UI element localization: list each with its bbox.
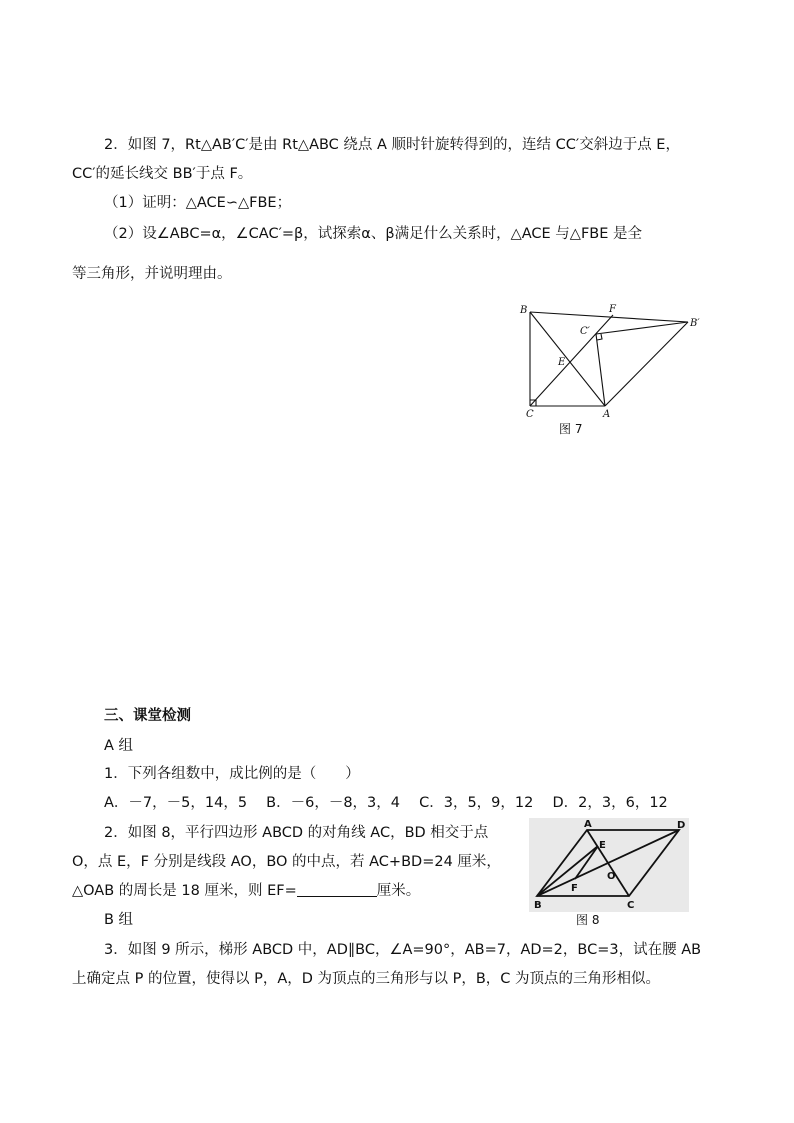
right-angle-C-prime [597,334,602,340]
label8-A: A [584,819,592,830]
label8-D: D [677,820,686,831]
q2-part2-cont: 等三角形，并说明理由。 [72,266,232,282]
segment-AC-prime [596,334,605,406]
label8-F: F [571,883,578,894]
label8-E: E [599,840,606,851]
q3-line2: 上确定点 P 的位置，使得以 P，A，D 为顶点的三角形与以 P，B，C 为顶点的三角形相似。 [72,971,661,987]
label-F: F [609,304,616,315]
segment-CF [530,315,613,406]
q2b-line3-unit: 厘米。 [376,883,421,899]
section-heading: 三、课堂检测 [104,708,191,724]
segment-C-prime-B-prime [596,322,688,334]
group-b-label: B 组 [104,912,134,928]
q3-line1: 3．如图 9 所示，梯形 ABCD 中，AD∥BC，∠A=90°，AB=7，AD=2，BC=3，试在腰 AB [104,942,702,958]
label-C-prime: C′ [580,326,590,337]
answer-blank [297,882,377,897]
label-A: A [603,409,611,418]
figure-7-caption: 图 7 [559,422,583,436]
q2b-line1: 2．如图 8，平行四边形 ABCD 的对角线 AC，BD 相交于点 [104,825,489,841]
label-B: B [520,305,528,316]
figure-8-caption: 图 8 [576,913,600,927]
q1-options: A．－7，－5，14，5 B．－6，－8，3，4 C．3，5，9，12 D．2，3，6，12 [104,795,668,811]
label-C: C [526,409,534,418]
label8-B: B [534,900,542,911]
q2-line2: CC′的延长线交 BB′于点 F。 [72,166,253,182]
figure-7 [510,298,710,418]
segment-AB-prime [605,322,688,406]
label8-C: C [627,900,635,911]
q2b-line2: O，点 E，F 分别是线段 AO，BO 的中点，若 AC+BD=24 厘米， [72,854,501,870]
segment-BA [530,312,605,406]
q2-line1: 2．如图 7，Rt△AB′C′是由 Rt△ABC 绕点 A 顺时针旋转得到的，连结 CC′交斜边于点 E， [104,137,680,153]
q1-stem: 1．下列各组数中，成比例的是（ ） [104,766,360,782]
figure-8 [529,818,689,912]
q2b-line3-text: △OAB 的周长是 18 厘米，则 EF= [72,883,297,899]
q2-part1: （1）证明：△ACE∽△FBE； [104,195,292,211]
label-E: E [558,357,566,368]
q2-part2: （2）设∠ABC=α，∠CAC′=β，试探索α、β满足什么关系时，△ACE 与△FBE 是全 [104,226,643,242]
group-a-label: A 组 [104,738,134,754]
label-B-prime: B′ [690,318,700,329]
q2b-line3 [72,881,420,901]
label8-O: O [607,871,616,882]
